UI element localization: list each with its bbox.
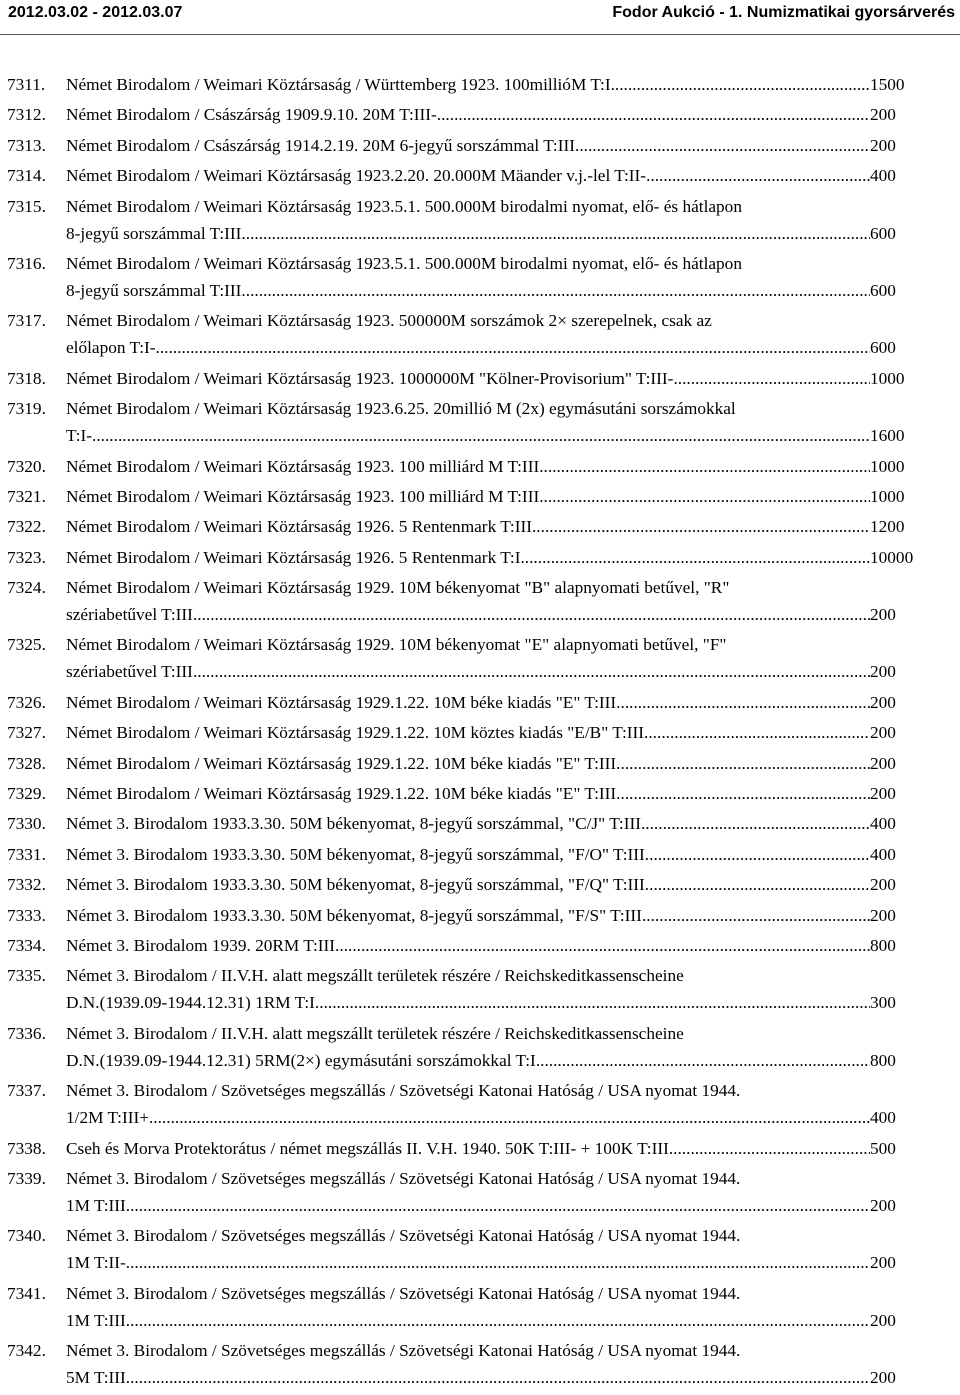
lot-starting-price: 400 (870, 166, 896, 186)
lot-description-final (66, 132, 870, 159)
lot-description: Német Birodalom / Weimari Köztársaság 1923. 100 milliárd M T:III (66, 456, 540, 476)
lot-description: Német 3. Birodalom / Szövetséges megszállás / Szövetségi Katonai Hatóság / USA nyomat 1944. (66, 1341, 741, 1361)
lot-description: Német Birodalom / Weimari Köztársaság 1929.1.22. 10M béke kiadás "E" T:III (66, 692, 617, 712)
lot-description: Német 3. Birodalom / II.V.H. alatt megszállt területek részére / Reichskeditkassenscheine (66, 966, 684, 986)
lot-starting-price: 400 (870, 844, 896, 864)
lot-line (0, 395, 960, 422)
lot-line (0, 1104, 960, 1131)
lot-starting-price: 1600 (870, 426, 905, 446)
dot-leader (149, 1104, 870, 1131)
lot-item (0, 810, 960, 837)
lot-description-final (66, 780, 870, 807)
lot-starting-price: 200 (870, 784, 896, 804)
lot-item (0, 1165, 960, 1219)
lot-item (0, 689, 960, 716)
lot-line (0, 220, 960, 247)
lot-line (0, 574, 960, 601)
lot-description: Német 3. Birodalom / Szövetséges megszállás / Szövetségi Katonai Hatóság / USA nyomat 1944. (66, 1081, 741, 1101)
lot-starting-price: 400 (870, 1108, 896, 1128)
lot-starting-price: 1200 (870, 517, 905, 537)
lot-item (0, 902, 960, 929)
lot-line (0, 962, 960, 989)
lot-line (0, 1020, 960, 1047)
lot-description-final (66, 1192, 870, 1219)
lot-description: szériabetűvel T:III (66, 605, 193, 625)
lot-description: Német 3. Birodalom 1939. 20RM T:III (66, 935, 336, 955)
lot-description: Német Birodalom / Weimari Köztársaság 1929. 10M békenyomat "B" alapnyomati betűvel, "R" (66, 578, 730, 598)
lot-number: 7313. (7, 135, 46, 155)
lot-description: Cseh és Morva Protektorátus / német megszállás II. V.H. 1940. 50K T:III- + 100K T:III (66, 1138, 669, 1158)
lot-line (0, 132, 960, 159)
dot-leader (532, 513, 870, 540)
lot-item (0, 250, 960, 304)
lot-item (0, 841, 960, 868)
dot-leader (335, 932, 870, 959)
lot-number: 7335. (7, 966, 46, 986)
lot-item (0, 101, 960, 128)
dot-leader (644, 719, 870, 746)
lot-line (0, 1307, 960, 1334)
lot-line (0, 334, 960, 361)
lot-line (0, 365, 960, 392)
lot-description: Német 3. Birodalom / Szövetséges megszállás / Szövetségi Katonai Hatóság / USA nyomat 1944. (66, 1226, 741, 1246)
lot-line (0, 719, 960, 746)
lot-line (0, 250, 960, 277)
lot-number: 7332. (7, 875, 46, 895)
lot-line (0, 1249, 960, 1276)
lot-line (0, 841, 960, 868)
lot-description: Német Birodalom / Weimari Köztársaság 1929.1.22. 10M béke kiadás "E" T:III (66, 784, 617, 804)
lot-description-final (66, 162, 870, 189)
lot-starting-price: 200 (870, 875, 896, 895)
lot-description-final (66, 841, 870, 868)
lot-line (0, 1337, 960, 1364)
dot-leader (520, 544, 870, 571)
lot-description-final (66, 601, 870, 628)
lot-number: 7317. (7, 311, 46, 331)
dot-leader (575, 132, 870, 159)
lot-description: Német Birodalom / Weimari Köztársaság / Württemberg 1923. 100millióM T:I (66, 75, 611, 94)
lot-starting-price: 200 (870, 905, 896, 925)
lot-description: D.N.(1939.09-1944.12.31) 1RM T:I (66, 993, 315, 1013)
lot-number: 7326. (7, 692, 46, 712)
lot-description-final (66, 1249, 870, 1276)
lot-line (0, 162, 960, 189)
lot-number: 7330. (7, 814, 46, 834)
lot-number: 7331. (7, 844, 46, 864)
lot-description: Német Birodalom / Weimari Köztársaság 1923.5.1. 500.000M birodalmi nyomat, elő- és hátlapon (66, 253, 742, 273)
lot-line (0, 780, 960, 807)
lot-starting-price: 600 (870, 338, 896, 358)
lot-starting-price: 300 (870, 993, 896, 1013)
lot-line (0, 689, 960, 716)
lot-starting-price: 800 (870, 1050, 896, 1070)
lot-description: 1/2M T:III+ (66, 1108, 149, 1128)
lot-description: Német Birodalom / Weimari Köztársaság 1923.5.1. 500.000M birodalmi nyomat, elő- és hátlapon (66, 196, 742, 216)
dot-leader (126, 1307, 870, 1334)
auction-title: Fodor Aukció - 1. Numizmatikai gyorsárverés (612, 4, 955, 21)
lot-item (0, 1222, 960, 1276)
lot-description-final (66, 1104, 870, 1131)
lot-description-final (66, 810, 870, 837)
dot-leader (645, 841, 870, 868)
lot-number: 7324. (7, 578, 46, 598)
lot-line (0, 1165, 960, 1192)
lot-number: 7316. (7, 253, 46, 273)
lot-line (0, 101, 960, 128)
lot-description: 1M T:II- (66, 1253, 126, 1273)
lot-description-final (66, 101, 870, 128)
lot-number: 7311. (7, 75, 46, 94)
lot-description-final (66, 719, 870, 746)
lot-item (0, 719, 960, 746)
lot-item (0, 132, 960, 159)
lot-line (0, 1222, 960, 1249)
lot-starting-price: 200 (870, 692, 896, 712)
lot-description-final (66, 932, 870, 959)
dot-leader (539, 453, 870, 480)
lot-number: 7329. (7, 784, 46, 804)
lot-starting-price: 1000 (870, 486, 905, 506)
lot-line (0, 810, 960, 837)
lot-item (0, 483, 960, 510)
lot-description-final (66, 453, 870, 480)
lot-number: 7340. (7, 1226, 46, 1246)
lot-description: Német Birodalom / Weimari Köztársaság 1923.6.25. 20millió M (2x) egymásutáni sorszámokkal (66, 399, 736, 419)
lot-item (0, 193, 960, 247)
lot-description-final (66, 989, 870, 1016)
lot-description: előlapon T:I- (66, 338, 156, 358)
dot-leader (193, 601, 870, 628)
lot-item (0, 871, 960, 898)
lot-description-final (66, 483, 870, 510)
lot-description: 8-jegyű sorszámmal T:III (66, 223, 242, 243)
lot-number: 7322. (7, 517, 46, 537)
lot-starting-price: 200 (870, 105, 896, 125)
lot-starting-price: 1000 (870, 368, 905, 388)
lot-item (0, 932, 960, 959)
lot-description-final (66, 220, 870, 247)
lot-line (0, 71, 960, 98)
lot-description: Német Birodalom / Weimari Köztársaság 1923. 1000000M "Kölner-Provisorium" T:III- (66, 368, 674, 388)
lot-starting-price: 200 (870, 135, 896, 155)
lot-line (0, 750, 960, 777)
lot-line (0, 307, 960, 334)
lot-item (0, 780, 960, 807)
lot-description: D.N.(1939.09-1944.12.31) 5RM(2×) egymásutáni sorszámokkal T:I (66, 1050, 536, 1070)
dot-leader (126, 1192, 870, 1219)
lot-line (0, 658, 960, 685)
auction-date-range: 2012.03.02 - 2012.03.07 (8, 4, 183, 21)
dot-leader (241, 277, 870, 304)
dot-leader (616, 689, 870, 716)
lot-line (0, 422, 960, 449)
lot-starting-price: 1500 (870, 75, 905, 94)
lot-line (0, 193, 960, 220)
lot-line (0, 871, 960, 898)
dot-leader (611, 71, 870, 98)
lot-number: 7336. (7, 1023, 46, 1043)
lot-description: Német Birodalom / Weimari Köztársaság 1923. 500000M sorszámok 2× szerepelnek, csak az (66, 311, 712, 331)
lot-description: Német Birodalom / Császárság 1909.9.10. 20M T:III- (66, 105, 437, 125)
lot-description-final (66, 902, 870, 929)
lot-item (0, 1020, 960, 1074)
lot-description: Német Birodalom / Weimari Köztársaság 1929.1.22. 10M béke kiadás "E" T:III (66, 753, 617, 773)
lot-number: 7320. (7, 456, 46, 476)
dot-leader (669, 1135, 870, 1162)
lot-item (0, 750, 960, 777)
lot-line (0, 277, 960, 304)
lot-description: 1M T:III (66, 1310, 126, 1330)
lot-description: 1M T:III (66, 1195, 126, 1215)
lot-description-final (66, 1364, 870, 1391)
lot-item (0, 307, 960, 361)
dot-leader (241, 220, 870, 247)
lot-line (0, 453, 960, 480)
lot-number: 7325. (7, 635, 46, 655)
lot-description-final (66, 71, 870, 98)
lot-item (0, 1077, 960, 1131)
lot-number: 7323. (7, 547, 46, 567)
lot-starting-price: 400 (870, 814, 896, 834)
lot-number: 7328. (7, 753, 46, 773)
lot-description-final (66, 1135, 870, 1162)
lot-number: 7342. (7, 1341, 46, 1361)
lot-starting-price: 10000 (870, 547, 914, 567)
lot-line (0, 544, 960, 571)
lot-number: 7315. (7, 196, 46, 216)
lot-item (0, 544, 960, 571)
lot-item (0, 1280, 960, 1334)
dot-leader (616, 750, 870, 777)
lot-line (0, 483, 960, 510)
lot-line (0, 1280, 960, 1307)
lot-description: T:I- (66, 426, 93, 446)
dot-leader (126, 1364, 870, 1391)
lot-starting-price: 200 (870, 1195, 896, 1215)
lot-number: 7312. (7, 105, 46, 125)
dot-leader (646, 162, 870, 189)
lot-number: 7319. (7, 399, 46, 419)
lot-description: 8-jegyű sorszámmal T:III (66, 280, 242, 300)
lot-description: Német Birodalom / Weimari Köztársaság 1929.1.22. 10M köztes kiadás "E/B" T:III (66, 723, 645, 743)
lot-line (0, 932, 960, 959)
dot-leader (641, 810, 870, 837)
dot-leader (126, 1249, 870, 1276)
lot-description-final (66, 365, 870, 392)
lot-description-final (66, 1307, 870, 1334)
lot-item (0, 365, 960, 392)
lot-item (0, 962, 960, 1016)
lot-description-final (66, 689, 870, 716)
dot-leader (437, 101, 870, 128)
lot-starting-price: 200 (870, 605, 896, 625)
lot-line (0, 1047, 960, 1074)
lot-line (0, 989, 960, 1016)
lot-description: szériabetűvel T:III (66, 662, 193, 682)
lot-description: Német 3. Birodalom / Szövetséges megszállás / Szövetségi Katonai Hatóság / USA nyomat 1944. (66, 1283, 741, 1303)
lot-description-final (66, 871, 870, 898)
lot-number: 7318. (7, 368, 46, 388)
lot-starting-price: 200 (870, 662, 896, 682)
lot-starting-price: 600 (870, 280, 896, 300)
dot-leader (616, 780, 870, 807)
lot-starting-price: 1000 (870, 456, 905, 476)
lot-starting-price: 200 (870, 723, 896, 743)
lot-starting-price: 200 (870, 1310, 896, 1330)
dot-leader (193, 658, 870, 685)
lot-item (0, 453, 960, 480)
lot-line (0, 601, 960, 628)
lot-description-final (66, 513, 870, 540)
lot-description-final (66, 658, 870, 685)
lot-number: 7341. (7, 1283, 46, 1303)
lot-description: Német Birodalom / Weimari Köztársaság 1923. 100 milliárd M T:III (66, 486, 540, 506)
lot-number: 7338. (7, 1138, 46, 1158)
dot-leader (539, 483, 870, 510)
lot-description: Német Birodalom / Weimari Köztársaság 1929. 10M békenyomat "E" alapnyomati betűvel, "F" (66, 635, 727, 655)
lot-number: 7337. (7, 1081, 46, 1101)
lot-description-final (66, 277, 870, 304)
lot-line (0, 1192, 960, 1219)
lot-number: 7339. (7, 1168, 46, 1188)
lot-description-final (66, 750, 870, 777)
lot-item (0, 513, 960, 540)
lot-number: 7327. (7, 723, 46, 743)
dot-leader (536, 1047, 870, 1074)
lot-description: Német 3. Birodalom / Szövetséges megszállás / Szövetségi Katonai Hatóság / USA nyomat 1944. (66, 1168, 741, 1188)
lot-description: Német 3. Birodalom 1933.3.30. 50M békenyomat, 8-jegyű sorszámmal, "F/O" T:III (66, 844, 645, 864)
lot-description: Német 3. Birodalom 1933.3.30. 50M békenyomat, 8-jegyű sorszámmal, "F/S" T:III (66, 905, 642, 925)
dot-leader (645, 871, 870, 898)
lot-description-final (66, 1047, 870, 1074)
lot-item (0, 1135, 960, 1162)
lot-starting-price: 200 (870, 753, 896, 773)
lot-description: Német 3. Birodalom / II.V.H. alatt megszállt területek részére / Reichskeditkassenscheine (66, 1023, 684, 1043)
lot-description: 5M T:III (66, 1368, 126, 1388)
page-header (0, 0, 960, 35)
lot-item (0, 574, 960, 628)
lot-item (0, 395, 960, 449)
lot-line (0, 513, 960, 540)
dot-leader (92, 422, 870, 449)
lot-item (0, 162, 960, 189)
lot-starting-price: 500 (870, 1138, 896, 1158)
lot-line (0, 1364, 960, 1391)
lot-description: Német Birodalom / Weimari Köztársaság 1926. 5 Rentenmark T:III (66, 517, 532, 537)
lot-item (0, 631, 960, 685)
lot-description: Német 3. Birodalom 1933.3.30. 50M békenyomat, 8-jegyű sorszámmal, "C/J" T:III (66, 814, 641, 834)
lot-number: 7334. (7, 935, 46, 955)
lot-number: 7321. (7, 486, 46, 506)
lot-description: Német Birodalom / Weimari Köztársaság 1926. 5 Rentenmark T:I (66, 547, 521, 567)
lot-item (0, 1337, 960, 1391)
lot-starting-price: 200 (870, 1253, 896, 1273)
lot-starting-price: 600 (870, 223, 896, 243)
lot-description: Német 3. Birodalom 1933.3.30. 50M békenyomat, 8-jegyű sorszámmal, "F/Q" T:III (66, 875, 645, 895)
lot-number: 7333. (7, 905, 46, 925)
lot-list (0, 71, 960, 1395)
lot-description: Német Birodalom / Weimari Köztársaság 1923.2.20. 20.000M Mäander v.j.-lel T:II- (66, 166, 647, 186)
lot-description: Német Birodalom / Császárság 1914.2.19. 20M 6-jegyű sorszámmal T:III (66, 135, 575, 155)
dot-leader (315, 989, 870, 1016)
dot-leader (673, 365, 870, 392)
lot-line (0, 1135, 960, 1162)
dot-leader (642, 902, 870, 929)
lot-item (0, 71, 960, 98)
lot-description-final (66, 422, 870, 449)
lot-starting-price: 800 (870, 935, 896, 955)
lot-starting-price: 200 (870, 1368, 896, 1388)
dot-leader (156, 334, 870, 361)
lot-line (0, 1077, 960, 1104)
lot-description-final (66, 544, 870, 571)
lot-line (0, 631, 960, 658)
lot-number: 7314. (7, 166, 46, 186)
lot-line (0, 902, 960, 929)
lot-description-final (66, 334, 870, 361)
